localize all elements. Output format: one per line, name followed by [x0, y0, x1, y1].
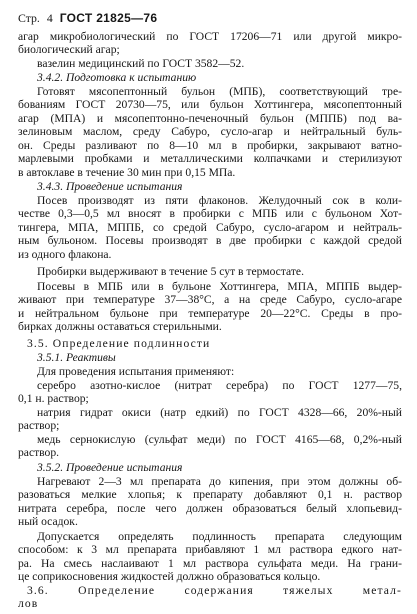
text-line: Для проведения испытания применяют: [37, 365, 235, 378]
document-code: ГОСТ 21825—76 [59, 11, 158, 25]
section-heading: 3.5. Определение подлинности [27, 337, 211, 350]
page-label: Стр. [18, 11, 40, 25]
text-line: Пробирки выдерживают в течение 5 сут в термостате. [37, 265, 304, 278]
text-line: ра. На смесь наслаивают 1 мл раствора сульфата меди. На грани- [18, 557, 402, 570]
text-line: честве 0,3—0,5 мл вносят в пробирки с МПБ или с бульоном Хот- [18, 207, 402, 220]
text-line: в автоклаве в течение 30 мин при 0,15 МПа. [18, 166, 236, 179]
page-number: 4 [46, 11, 53, 25]
section-heading: 3.6. Определение содержания тяжелых метал- [27, 584, 402, 597]
text-line: раствор; [18, 419, 60, 432]
text-line: бованиям ГОСТ 20730—75, или бульон Хоттингера, мясопептонный [18, 98, 402, 111]
text-line: способом: к 3 мл препарата прибавляют 1 мл раствора едкого нат- [18, 543, 402, 556]
text-line: зелиновым маслом, среду Сабуро, сусло-агар и нейтральный буль- [18, 125, 402, 138]
section-heading: 3.5.2. Проведение испытания [37, 461, 183, 474]
text-line: он. Среды разливают по 8—10 мл в пробирки, закрывают ватно- [18, 139, 402, 152]
text-line: тингера, МПА, МППБ, со средой Сабуро, сусло-агаром и нейтраль- [18, 221, 402, 234]
text-line: вазелин медицинский по ГОСТ 3582—52. [37, 57, 245, 70]
text-line: це соприкосновения жидкостей должно образоваться кольцо. [18, 570, 321, 583]
text-line: Нагревают 2—3 мл препарата до кипения, при этом должны об- [37, 475, 402, 488]
text-line: натрия гидрат окиси (натр едкий) по ГОСТ 4328—66, 20%-ный [37, 406, 402, 419]
text-line: 0,1 н. раствор; [18, 392, 89, 405]
text-line: ный осадок. [18, 515, 78, 528]
section-heading: 3.4.3. Проведение испытания [37, 180, 183, 193]
text-line: ным бульоном. Посевы производят в две пробирки с каждой средой [18, 234, 402, 247]
text-line: Посевы в МПБ или в бульоне Хоттингера, МПА, МППБ выдер- [37, 280, 402, 293]
text-line: марлевыми пробками и металлическими колпачками и стерилизуют [18, 152, 402, 165]
text-line: биологический агар; [18, 43, 120, 56]
text-line: медь сернокислую (сульфат меди) по ГОСТ 4165—68, 0,2%-ный [37, 433, 402, 446]
text-line: Готовят мясопептонный бульон (МПБ), соответствующий тре- [37, 85, 402, 98]
text-line: Посев производят из пяти флаконов. Желудочный сок в коли- [37, 194, 402, 207]
page-header [18, 11, 161, 27]
text-line: бирках должны оставаться стерильными. [18, 320, 222, 333]
text-line: Допускается определять подлинность препарата следующим [37, 530, 402, 543]
text-line: серебро азотно-кислое (нитрат серебра) по ГОСТ 1277—75, [37, 379, 402, 392]
text-line: разоваться мелкие хлопья; к препарату добавляют 0,1 н. раствор [18, 488, 402, 501]
text-line: и нейтральном бульоне при температуре 20—22°С. Среды в про- [18, 307, 402, 320]
section-heading: лов [18, 597, 39, 610]
text-line: живают при температуре 37—38°С, а на среде Сабуро, сусло-агаре [18, 293, 402, 306]
text-line: агар микробиологический по ГОСТ 17206—71 или другой микро- [18, 30, 402, 43]
text-line: нитрата серебра, после чего должен образоваться белый хлопьевид- [18, 502, 402, 515]
text-line: раствор. [18, 446, 60, 459]
text-line: из одного флакона. [18, 248, 112, 261]
section-heading: 3.4.2. Подготовка к испытанию [37, 71, 197, 84]
section-heading: 3.5.1. Реактивы [37, 351, 116, 364]
text-line: агар (МПА) и мясопептонно-печеночный бульон (МППБ) под ва- [18, 112, 402, 125]
